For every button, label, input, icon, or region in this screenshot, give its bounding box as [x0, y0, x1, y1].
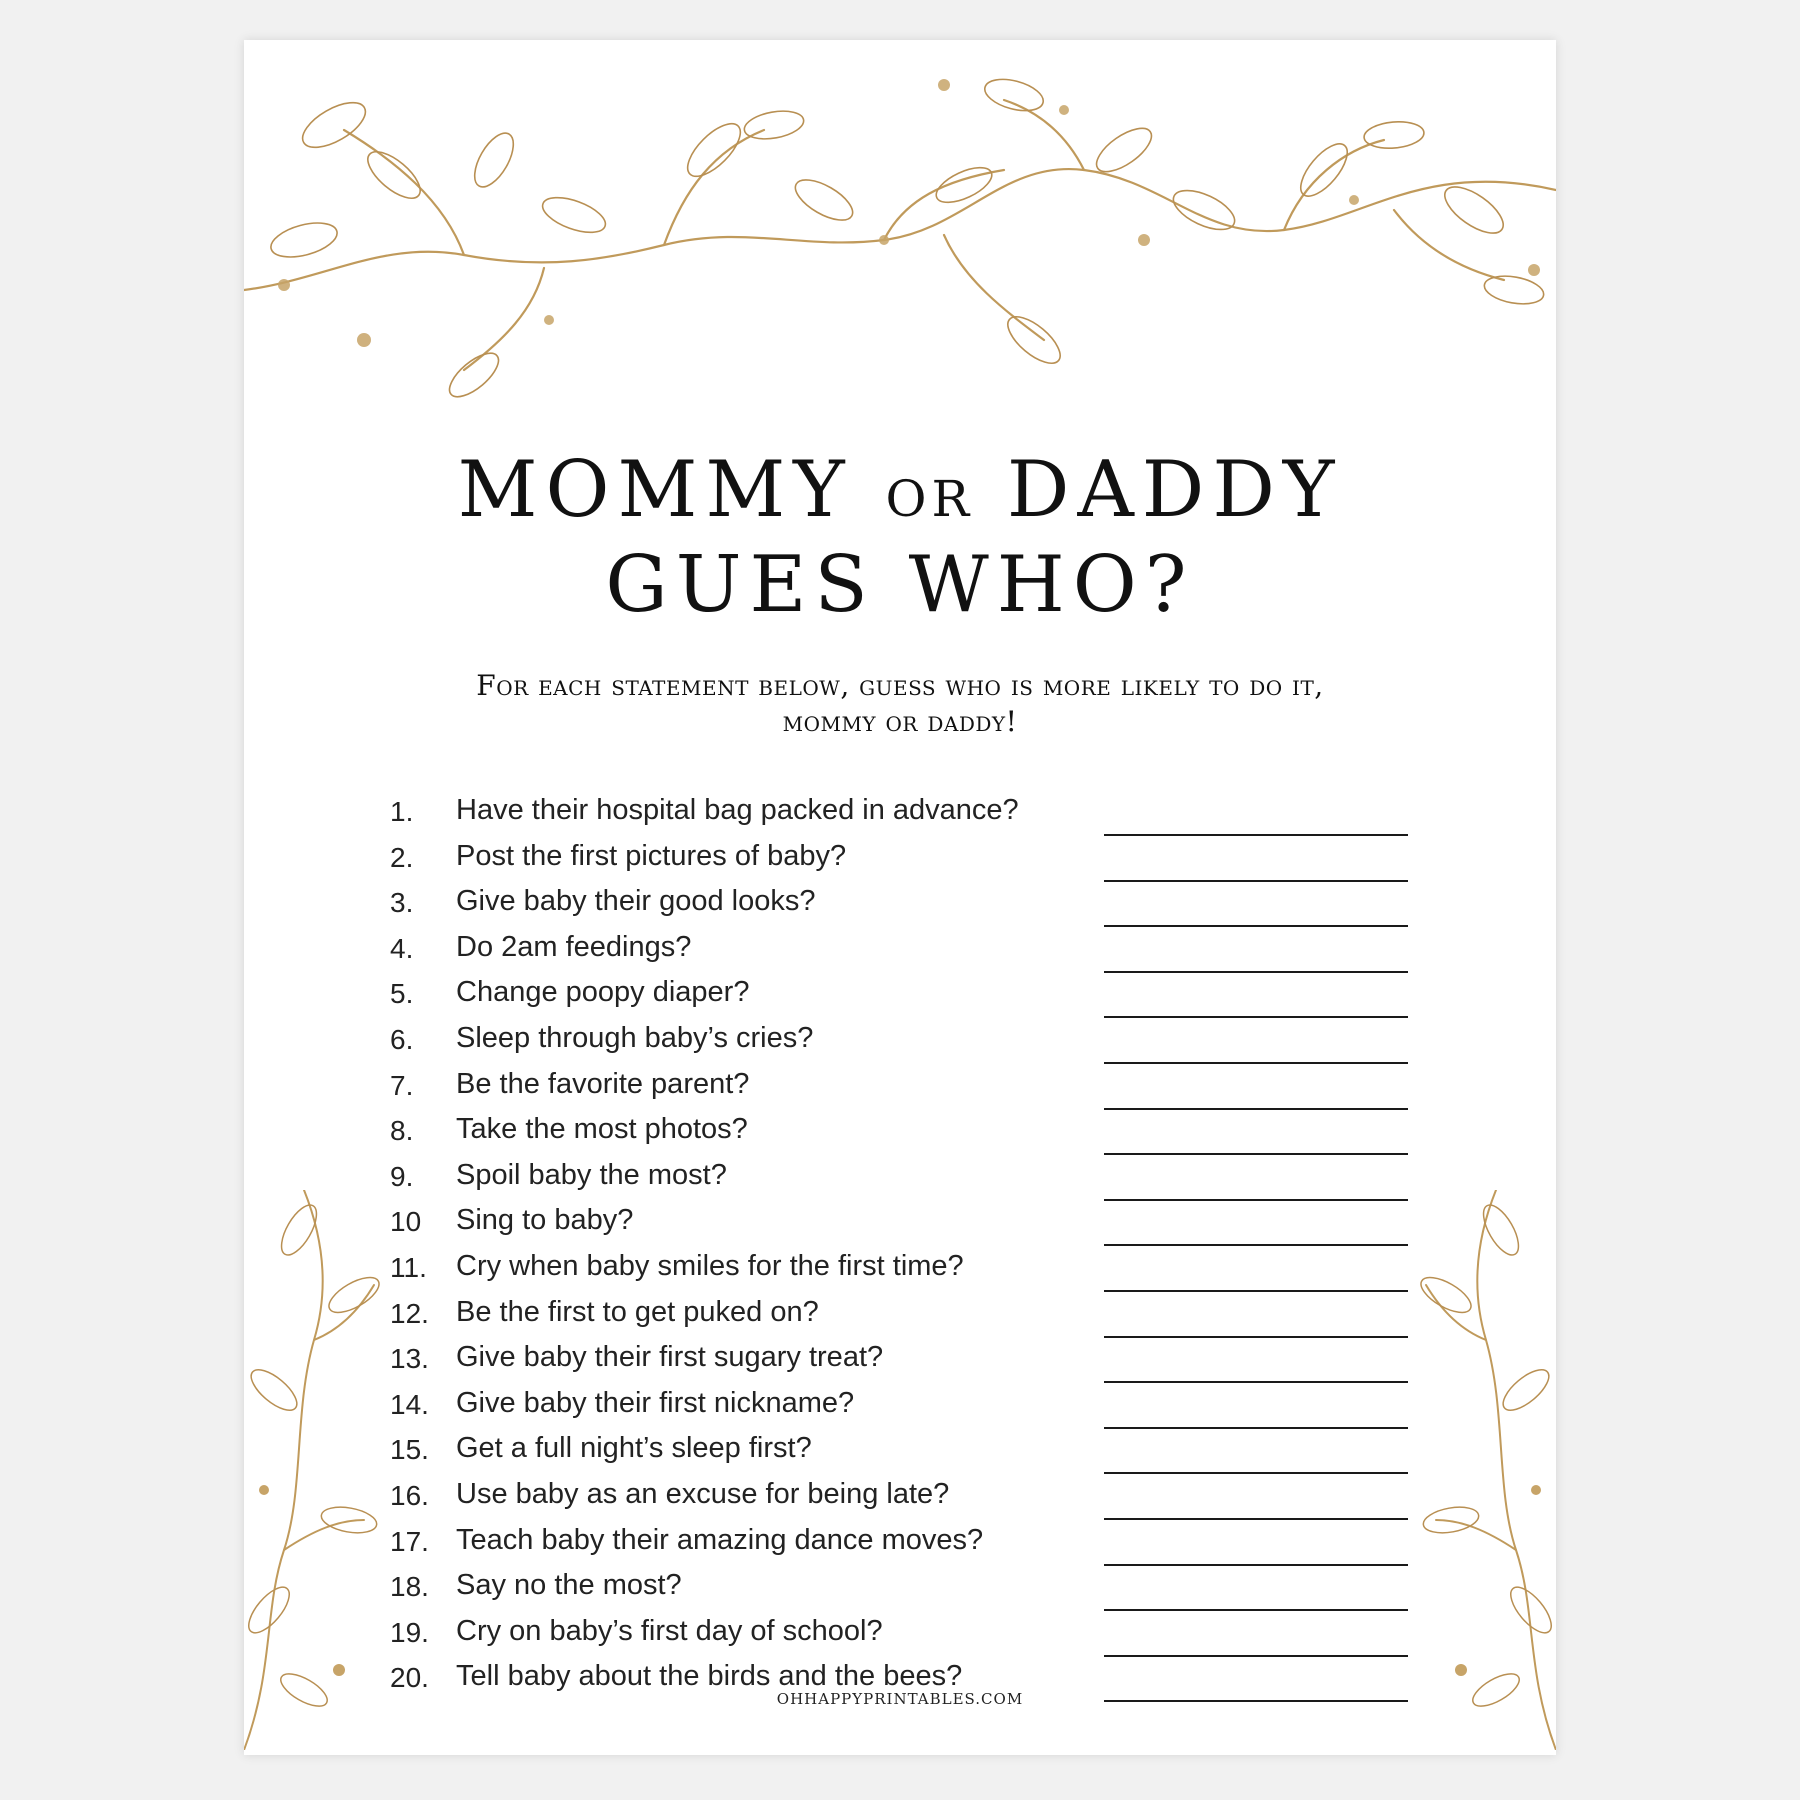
question-row [244, 1066, 1556, 1112]
question-number: 7. [390, 1069, 414, 1101]
question-row [244, 929, 1556, 975]
answer-blank-line[interactable] [1104, 1062, 1408, 1064]
answer-blank-line[interactable] [1104, 1290, 1408, 1292]
question-row [244, 1111, 1556, 1157]
question-text: Use baby as an excuse for being late? [456, 1477, 950, 1510]
question-number: 19. [390, 1616, 429, 1648]
question-number: 10 [390, 1206, 422, 1238]
question-text: Give baby their first nickname? [456, 1386, 855, 1419]
question-number: 15. [390, 1434, 429, 1466]
answer-blank-line[interactable] [1104, 1518, 1408, 1520]
question-text: Sing to baby? [456, 1204, 634, 1237]
title-or: OR [885, 470, 975, 528]
question-row [244, 1430, 1556, 1476]
instructions [364, 668, 1436, 740]
question-number: 12. [390, 1297, 429, 1329]
question-row [244, 974, 1556, 1020]
question-number: 14. [390, 1388, 429, 1420]
question-number: 5. [390, 978, 414, 1010]
answer-blank-line[interactable] [1104, 1244, 1408, 1246]
question-number: 6. [390, 1023, 414, 1055]
question-row [244, 1476, 1556, 1522]
question-number: 13. [390, 1343, 429, 1375]
gold-vine-garland-icon [244, 40, 1556, 420]
answer-blank-line[interactable] [1104, 1564, 1408, 1566]
answer-blank-line[interactable] [1104, 1199, 1408, 1201]
question-row [244, 1020, 1556, 1066]
page-title-line-2: GUES WHO? [605, 540, 1195, 630]
answer-blank-line[interactable] [1104, 1153, 1408, 1155]
question-number: 1. [390, 796, 414, 827]
question-number: 16. [390, 1479, 429, 1511]
question-number: 17. [390, 1525, 429, 1557]
question-text: Take the most photos? [456, 1113, 748, 1146]
question-text: Be the favorite parent? [456, 1067, 750, 1100]
question-number: 2. [390, 841, 414, 873]
title-mommy: MOMMY [457, 445, 853, 535]
title-daddy: DADDY [1006, 445, 1343, 535]
question-text: Post the first pictures of baby? [456, 839, 847, 872]
question-row [244, 1294, 1556, 1340]
question-row [244, 1613, 1556, 1659]
question-text: Be the first to get puked on? [456, 1295, 819, 1328]
question-text: Tell baby about the birds and the bees? [456, 1660, 963, 1693]
answer-blank-line[interactable] [1104, 1336, 1408, 1338]
question-row [244, 1248, 1556, 1294]
question-row [244, 1567, 1556, 1613]
question-text: Sleep through baby’s cries? [456, 1021, 814, 1054]
question-row [244, 1385, 1556, 1431]
question-row [244, 838, 1556, 884]
answer-blank-line[interactable] [1104, 834, 1408, 836]
answer-blank-line[interactable] [1104, 1381, 1408, 1383]
question-text: Give baby their first sugary treat? [456, 1341, 884, 1374]
question-row [244, 1522, 1556, 1568]
answer-blank-line[interactable] [1104, 880, 1408, 882]
game-sheet [244, 40, 1556, 1755]
question-text: Change poopy diaper? [456, 976, 750, 1009]
footer-website: OHHAPPYPRINTABLES.COM [776, 1690, 1024, 1708]
question-number: 20. [390, 1662, 429, 1694]
question-text: Say no the most? [456, 1569, 682, 1602]
question-list [244, 792, 1556, 1704]
question-text: Cry on baby’s first day of school? [456, 1614, 883, 1647]
question-number: 11. [390, 1251, 427, 1283]
question-text: Get a full night’s sleep first? [456, 1432, 812, 1465]
page-title-line-1 [244, 445, 1556, 535]
answer-blank-line[interactable] [1104, 925, 1408, 927]
question-text: Teach baby their amazing dance moves? [456, 1523, 984, 1556]
instructions-line-1: For each statement below, guess who is more likely to do it, [476, 669, 1324, 702]
answer-blank-line[interactable] [1104, 1655, 1408, 1657]
question-number: 8. [390, 1115, 414, 1147]
question-text: Have their hospital bag packed in advance? [456, 794, 1019, 826]
question-number: 9. [390, 1160, 414, 1192]
question-row [244, 1202, 1556, 1248]
question-row [244, 883, 1556, 929]
answer-blank-line[interactable] [1104, 1016, 1408, 1018]
question-number: 18. [390, 1571, 429, 1603]
question-row [244, 1157, 1556, 1203]
question-number: 4. [390, 932, 414, 964]
question-row [244, 1339, 1556, 1385]
answer-blank-line[interactable] [1104, 1472, 1408, 1474]
answer-blank-line[interactable] [1104, 1427, 1408, 1429]
answer-blank-line[interactable] [1104, 1609, 1408, 1611]
question-number: 3. [390, 887, 414, 919]
question-text: Spoil baby the most? [456, 1158, 727, 1191]
question-text: Do 2am feedings? [456, 930, 692, 963]
answer-blank-line[interactable] [1104, 971, 1408, 973]
answer-blank-line[interactable] [1104, 1108, 1408, 1110]
question-row [244, 792, 1556, 838]
question-text: Cry when baby smiles for the first time? [456, 1249, 964, 1282]
instructions-line-2: mommy or daddy! [782, 705, 1018, 738]
question-text: Give baby their good looks? [456, 885, 816, 918]
